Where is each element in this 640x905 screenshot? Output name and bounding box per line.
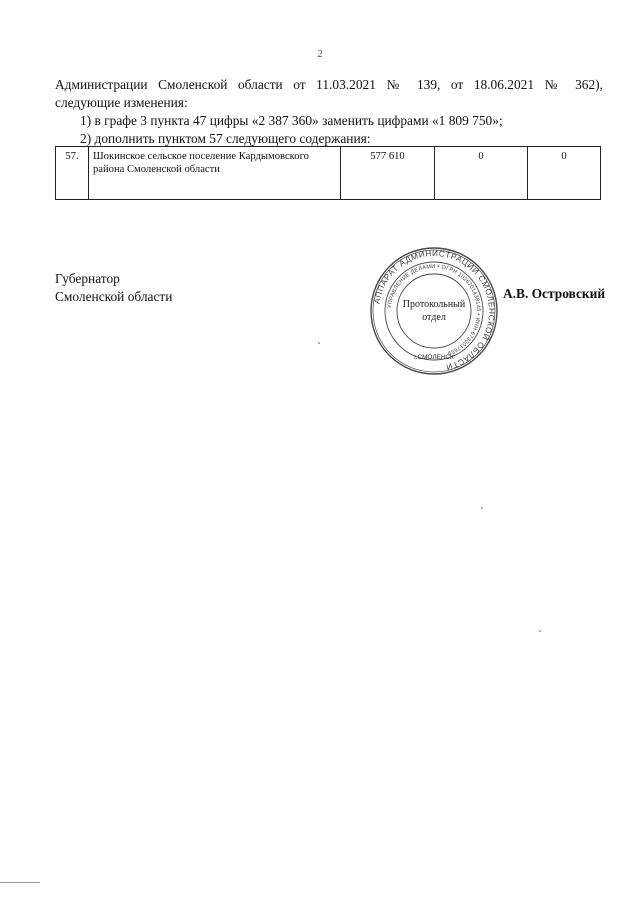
stamp-inner-text: УПРАВЛЕНИЕ ДЕЛАМИ • ОГРН 1026701438145 • ИНН 6730017659 xyxy=(387,263,482,356)
scan-speck xyxy=(318,342,320,344)
signer-name: А.В. Островский xyxy=(503,286,606,301)
signer-position xyxy=(55,270,172,306)
table-row xyxy=(56,147,601,200)
settlement-name-cell: Шокинское сельское поселение Кардымовского района Смоленской области xyxy=(89,147,341,200)
stamp-center-line-1: Протокольный xyxy=(402,299,466,310)
official-stamp xyxy=(368,245,500,377)
stamp-outer-text: АППАРАТ АДМИНИСТРАЦИИ СМОЛЕНСКОЙ ОБЛАСТИ xyxy=(372,248,497,372)
amount-cell: 577 610 xyxy=(341,147,435,200)
scan-speck xyxy=(539,630,541,632)
scan-speck xyxy=(481,507,483,509)
stamp-city: г.СМОЛЕНСК xyxy=(414,354,454,361)
body-text-line-2: следующие изменения: xyxy=(55,95,188,110)
body-text-line-1: Администрации Смоленской области от 11.03.2021 № 139, от 18.06.2021 № 362), xyxy=(55,77,603,92)
signer-position-line-1: Губернатор xyxy=(55,271,120,286)
amendment-table xyxy=(55,146,601,200)
scan-edge-mark xyxy=(0,882,40,883)
stamp-center-line-2: отдел xyxy=(422,312,446,323)
page-number: 2 xyxy=(317,48,323,60)
amendment-item-2: 2) дополнить пунктом 57 следующего содержания: xyxy=(80,131,371,146)
value-cell-3: 0 xyxy=(528,147,601,200)
amendment-item-1: 1) в графе 3 пункта 47 цифры «2 387 360» заменить цифрами «1 809 750»; xyxy=(80,113,503,128)
value-cell-2: 0 xyxy=(435,147,528,200)
row-number-cell: 57. xyxy=(56,147,89,200)
signer-position-line-2: Смоленской области xyxy=(55,289,173,304)
